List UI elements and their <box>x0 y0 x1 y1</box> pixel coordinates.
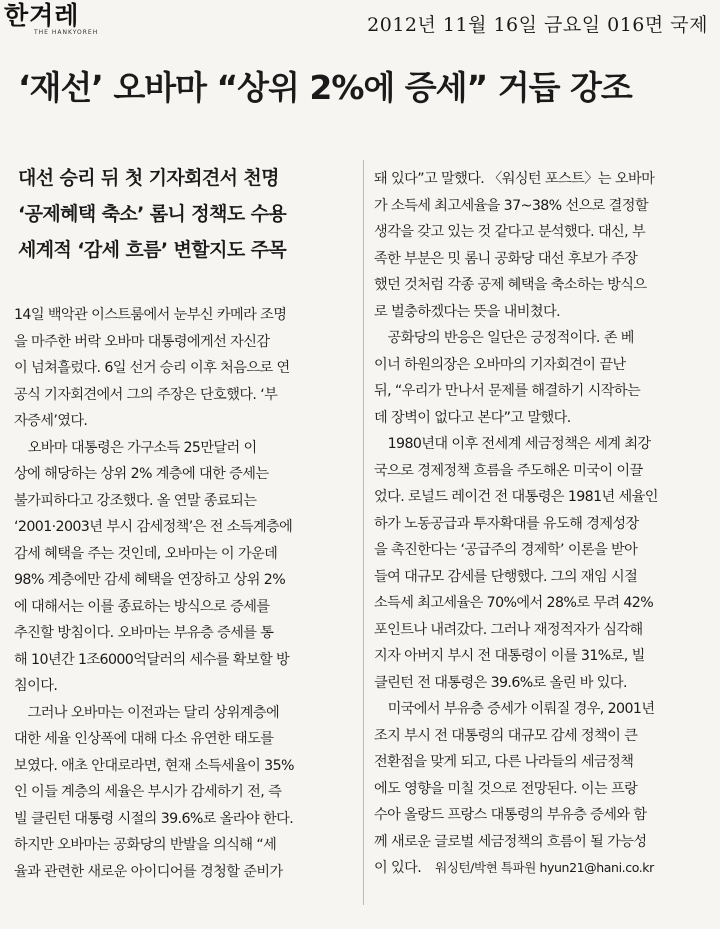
newspaper-logo <box>4 2 100 42</box>
text-line: 소득세 최고세율은 70%에서 28%로 무려 42% <box>374 595 654 611</box>
text-line: 이 넘쳐흘렀다. 6일 선거 승리 이후 처음으로 연 <box>14 360 290 376</box>
text-line: 14일 백악관 이스트룸에서 눈부신 카메라 조명 <box>14 307 287 323</box>
article-column-right <box>374 166 714 882</box>
headline: ‘재선’ 오바마 “상위 2%에 증세” 거듭 강조 <box>18 68 632 107</box>
logo-text: 한겨레 <box>4 1 80 30</box>
text-line: 족한 부분은 밋 롬니 공화당 대선 후보가 주장 <box>374 250 638 267</box>
text-line: 하지만 오바마는 공화당의 반발을 의식해 “세 <box>14 837 277 853</box>
text-line: 율과 관련한 새로운 아이디어를 경청할 준비가 <box>14 863 283 880</box>
text-line: 클린턴 전 대통령은 39.6%로 올린 바 있다. <box>374 674 627 691</box>
subheads <box>18 160 358 268</box>
text-line: 었다. 로널드 레이건 전 대통령은 1981년 세율인 <box>374 489 658 505</box>
text-line: 에도 영향을 미칠 것으로 전망된다. 이는 프랑 <box>374 780 638 797</box>
text-line: 보였다. 애초 안대로라면, 현재 소득세율이 35% <box>14 757 294 774</box>
subhead-1: 대선 승리 뒤 첫 기자회견서 천명 <box>18 167 279 189</box>
text-line: 지자 아버지 부시 전 대통령이 이를 31%로, 빌 <box>374 648 645 664</box>
text-line: 수아 올랑드 프랑스 대통령의 부유층 증세와 함 <box>374 807 647 823</box>
text-line: 생각을 갖고 있는 것 같다고 분석했다. 대신, 부 <box>374 224 646 240</box>
text-line: 에 대해서는 이를 종료하는 방식으로 증세를 <box>14 598 270 615</box>
subhead-2: ‘공제혜택 축소’ 롬니 정책도 수용 <box>18 203 287 225</box>
masthead <box>0 0 720 58</box>
text-line: 국으로 경제정책 흐름을 주도해온 미국이 이끌 <box>374 462 643 479</box>
text-line: 전환점을 맞게 되고, 다른 나라들의 세금정책 <box>374 754 634 770</box>
text-line: 해 10년간 1조6000억달러의 세수를 확보할 방 <box>14 651 290 668</box>
text-line: 돼 있다”고 말했다. 〈워싱턴 포스트〉는 오바마 <box>374 171 655 187</box>
text-line: 로 벌충하겠다는 뜻을 내비쳤다. <box>374 303 561 320</box>
text-line: 오바마 대통령은 가구소득 25만달러 이 <box>14 439 257 456</box>
text-line: 미국에서 부유층 증세가 이뤄질 경우, 2001년 <box>374 701 655 717</box>
text-line: 뒤, “우리가 만나서 문제를 해결하기 시작하는 <box>374 383 641 399</box>
text-line: 인 이들 계층의 세율은 부시가 감세하기 전, 즉 <box>14 784 282 800</box>
text-line: 께 새로운 글로벌 세금정책의 흐름이 될 가능성 <box>374 833 647 850</box>
byline: 워싱턴/박현 특파원 hyun21@hani.co.kr <box>435 860 654 875</box>
text-line: 대한 세율 인상폭에 대해 다소 유연한 태도를 <box>14 731 274 747</box>
logo-subtitle: THE HANKYOREH <box>34 29 99 36</box>
text-line: 불가피하다고 강조했다. 올 연말 종료되는 <box>14 492 257 509</box>
closing-line <box>374 855 714 882</box>
text-line: 감세 혜택을 주는 것인데, 오바마는 이 가운데 <box>14 545 278 562</box>
text-line: 추진할 방침이다. 오바마는 부유층 증세를 통 <box>14 625 274 641</box>
text-line: 그러나 오바마는 이전과는 달리 상위계층에 <box>14 704 280 721</box>
text-line: 을 마주한 버락 오바마 대통령에게선 자신감 <box>14 333 270 350</box>
text-line: 포인트나 내려갔다. 그러나 재정적자가 심각해 <box>374 621 643 638</box>
text-line: 침이다. <box>14 678 58 694</box>
text-line: 상에 해당하는 상위 2% 계층에 대한 증세는 <box>14 466 269 482</box>
article-column-left <box>14 302 354 885</box>
text-line: ‘2001·2003년 부시 감세정책’은 전 소득계층에 <box>14 519 293 535</box>
text-line: 98% 계층에만 감세 혜택을 연장하고 상위 2% <box>14 572 286 588</box>
text-line: 1980년대 이후 전세계 세금정책은 세계 최강 <box>374 436 651 452</box>
text-line: 하가 노동공급과 투자확대를 유도해 경제성장 <box>374 515 639 532</box>
text-line: 을 촉진한다는 ‘공급주의 경제학’ 이론을 받아 <box>374 542 638 558</box>
text-line: 자증세’였다. <box>14 413 88 429</box>
text-line: 공식 기자회견에서 그의 주장은 단호했다. ‘부 <box>14 386 278 403</box>
column-divider <box>363 160 364 905</box>
text-line: 이너 하원의장은 오바마의 기자회견이 끝난 <box>374 356 626 373</box>
text-line: 가 소득세 최고세율을 37~38% 선으로 결정할 <box>374 197 649 214</box>
text-line: 데 장벽이 없다고 본다”고 말했다. <box>374 409 571 426</box>
text-line: 빌 클린턴 대통령 시절의 39.6%로 올라야 한다. <box>14 810 294 827</box>
text-line: 공화당의 반응은 일단은 긍정적이다. 존 베 <box>374 330 634 346</box>
text-line: 했던 것처럼 각종 공제 혜택을 축소하는 방식으 <box>374 277 647 293</box>
text-line: 조지 부시 전 대통령의 대규모 감세 정책이 큰 <box>374 727 638 744</box>
text-line-last: 이 있다. <box>374 860 422 876</box>
subhead-3: 세계적 ‘감세 흐름’ 변할지도 주목 <box>18 239 287 261</box>
dateline: 2012년 11월 16일 금요일 016면 국제 <box>367 14 708 36</box>
text-line: 들여 대규모 감세를 단행했다. 그의 재임 시절 <box>374 568 638 585</box>
